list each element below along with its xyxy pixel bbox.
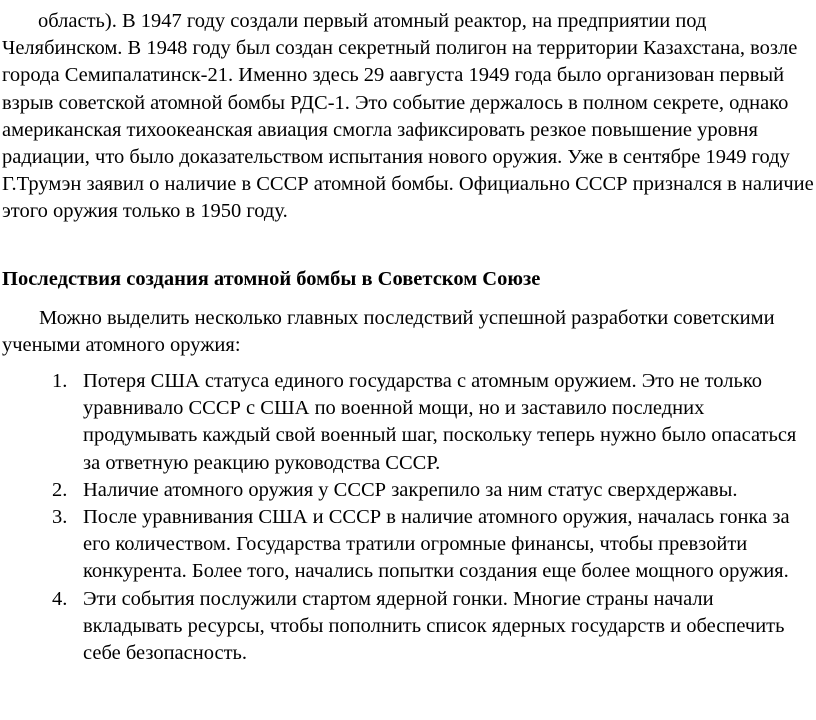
list-item-number: 3. (52, 506, 68, 529)
list-item (0, 368, 816, 477)
paragraph-intro: область). В 1947 году создали первый атомный реактор, на предприятии под Челябинском. В 1948 году был создан секретный полигон на территории Казахстана, возле города Семипалатинск-21. Именно здесь 29 аавгуста 1949 года было организован первый взрыв советской атомной бомбы РДС-1. Это событие держалось в полном секрете, однако американская тихоокеанская авиация смогла зафиксировать резкое повышение уровня радиации, что было доказательством испытания нового оружия. Уже в сентябре 1949 году Г.Трумэн заявил о наличие в СССР атомной бомбы. Официально СССР признался в наличие этого оружия только в 1950 году. (2, 10, 814, 223)
list-item-number: 1. (52, 370, 68, 392)
list-item (0, 477, 816, 504)
list-item-text: Эти события послужили стартом ядерной гонки. Многие страны начали вкладывать ресурсы, чтобы пополнить список ядерных государств и обеспечить себе безопасность. (83, 587, 785, 665)
consequences-list (0, 368, 816, 667)
list-item-number: 4. (52, 587, 68, 610)
list-item (0, 586, 816, 668)
section-heading: Последствия создания атомной бомбы в Советском Союзе (2, 268, 541, 290)
paragraph-consequences-intro: Можно выделить несколько главных последствий успешной разработки советскими учеными атомного оружия: (2, 307, 775, 357)
list-item-text: Потеря США статуса единого государства с атомным оружием. Это не только уравнивало СССР с США по военной мощи, но и заставило последних продумывать каждый свой военный шаг, поскольку теперь нужно было опасаться за ответную реакцию руководства СССР. (83, 370, 797, 474)
list-item-text: Наличие атомного оружия у СССР закрепило за ним статус сверхдержавы. (83, 478, 738, 501)
list-item-number: 2. (52, 478, 68, 501)
list-item-text: После уравнивания США и СССР в наличие атомного оружия, началась гонка за его количеством. Государства тратили огромные финансы, чтобы превзойти конкурента. Более того, начались попытки создания еще более мощного оружия. (83, 506, 790, 583)
list-item (0, 504, 816, 586)
